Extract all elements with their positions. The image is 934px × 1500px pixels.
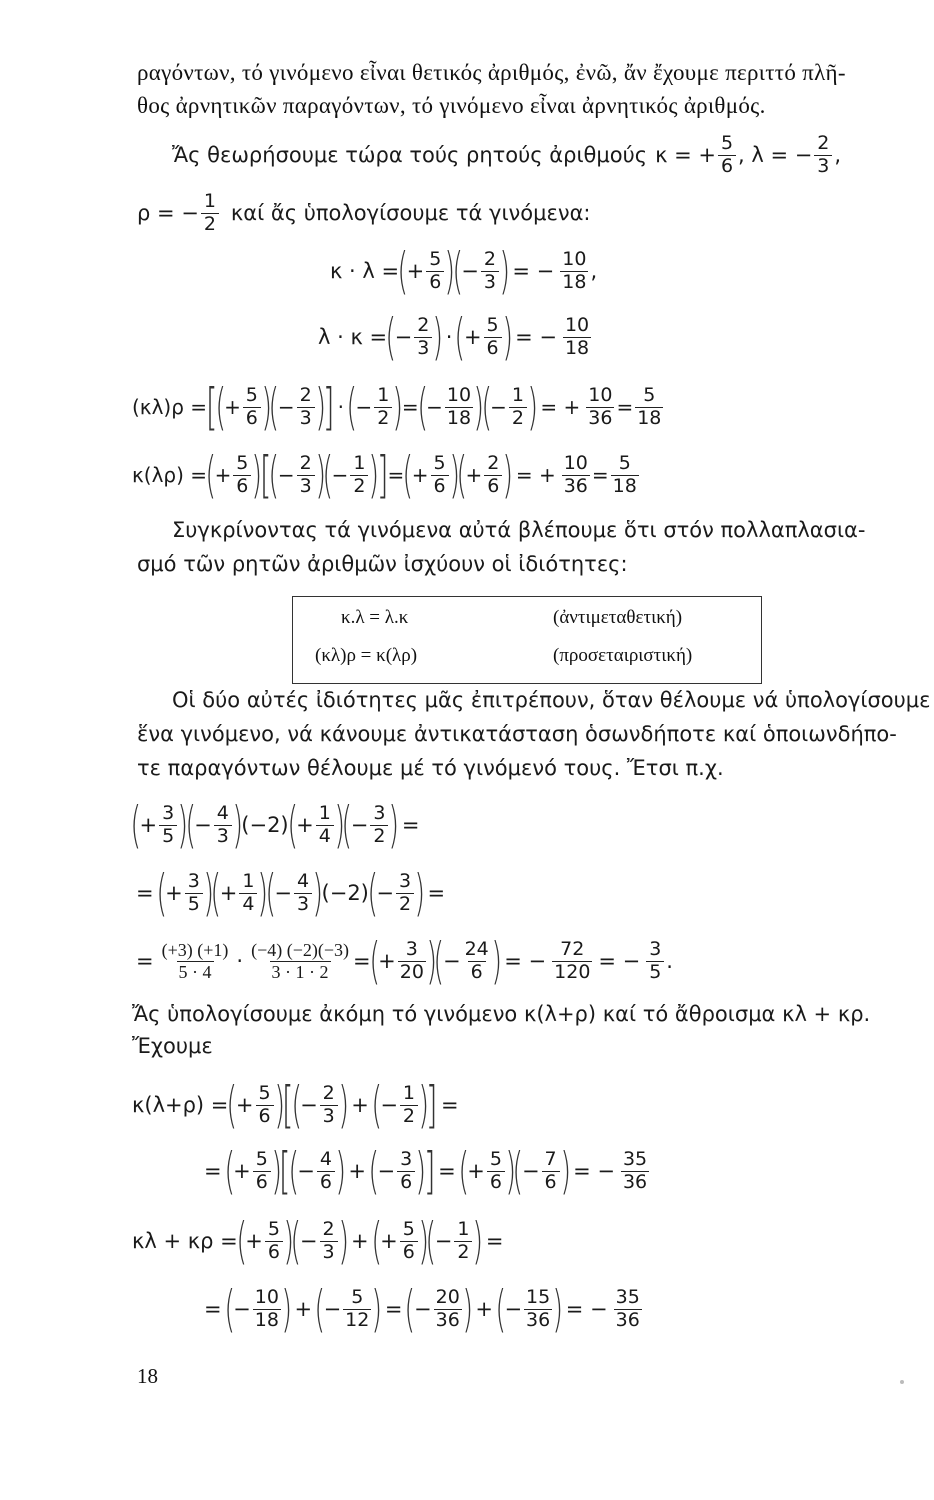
page-number: 18 [137,1364,158,1388]
comparing-line-2: σμό τῶν ρητῶν ἀριθμῶν ἰσχύουν οἱ ἰδιότητες: [137,552,628,576]
kappa-def: κ = + [655,143,717,167]
property-formula-commutative: κ.λ = λ.κ [341,607,409,628]
kappa-fraction: $\frac{5}{6}$ [718,134,736,177]
rho-then-text: καί ἄς ὑπολογίσουμε τά γινόμενα: [230,201,591,225]
lambda-fraction: $\frac{2}{3}$ [814,134,832,177]
compute-line-2: Ἔχουμε [132,1034,213,1058]
lambda-def: , λ = − [738,143,813,167]
equation-lambda-kappa: λ · κ = ( − $\frac{2}{3}$ ) · ( + $\frac{5}{6}$ ) = − $\frac{10}{18}$ [318,308,590,366]
consider-text: Ἄς θεωρήσουμε τώρα τούς ρητούς ἀριθμούς [172,143,648,167]
explain-line-3: τε παραγόντων θέλουμε μέ τό γινόμενό τους. Ἔτσι π.χ. [137,756,724,780]
example-line-7: = ( − $\frac{10}{18}$ ) + ( − $\frac{5}{12}$ ) = ( − $\frac{20}{36}$ ) + ( − $\frac{15}{36}$ ) = − $\frac{35}{36}$ [204,1280,640,1338]
example-line-1: ( + $\frac{3}{5}$ ) ( − $\frac{4}{3}$ ) (−2) ( + $\frac{1}{4}$ ) ( − $\frac{3}{2}$ ) = [130,796,420,854]
property-name-associative: (προσεταιριστική) [553,645,693,666]
equation-kappa-lambda: κ · λ = ( + $\frac{5}{6}$ ) ( − $\frac{2}{3}$ ) = − $\frac{10}{18}$ , [330,242,598,300]
compute-line-1: Ἄς ὑπολογίσουμε ἀκόμη τό γινόμενο κ(λ+ρ) καί τό ἄθροισμα κλ + κρ. [132,1002,871,1026]
intro-line-2: θος ἀρνητικῶν παραγόντων, τό γινόμενο εἶναι ἀρνητικός ἀριθμός. [137,93,766,118]
property-name-commutative: (ἀντιμεταθετική) [553,607,683,628]
rho-line [137,186,591,240]
example-line-5: = ( + $\frac{5}{6}$ ) [ ( − $\frac{4}{6}$ ) + ( − $\frac{3}{6}$ ) ] = ( + $\frac{5}{6}$ ) ( − $\frac{7}{6}$ ) = − $\frac{35}{36}$ [204,1142,648,1200]
example-line-2: = ( + $\frac{3}{5}$ ) ( + $\frac{1}{4}$ ) ( − $\frac{4}{3}$ ) (−2) ( − $\frac{3}{2}$ ) = [136,864,446,922]
consider-line: Ἄς θεωρήσουμε τώρα τούς ρητούς ἀριθμούς κ = + $\frac{5}{6}$ , λ = − $\frac{2}{3}$ , [172,131,842,177]
example-line-3: = $\frac{(+3) (+1)}{5 \cdot 4}$ · $\frac{(-4) (-2)(-3)}{3 \cdot 1 \cdot 2}$ = ( + $\frac{3}{20}$ ) ( − $\frac{24}{6}$ ) = − $\frac{72}{120}$ = − $\frac{3}{5}$ . [136,932,673,990]
comparing-line-1: Συγκρίνοντας τά γινόμενα αὐτά βλέπουμε ὅτι στόν πολλαπλασια- [172,518,866,542]
rho-def: ρ = − [137,201,199,225]
intro-line-1: ραγόντων, τό γινόμενο εἶναι θετικός ἀριθμός, ἐνῶ, ἄν ἔχουμε περιττό πλῆ- [137,60,846,85]
equation-k-lambda-rho: κ(λρ) = ( + $\frac{5}{6}$ ) [ ( − $\frac{2}{3}$ ) ( − $\frac{1}{2}$ ) ] = ( + $\frac{5}{6}$ ) ( + $\frac{2}{6}$ ) = + $\frac{10}{36}$ = $\frac{5}{18}$ [132,446,637,504]
property-formula-associative: (κλ)ρ = κ(λρ) [315,645,418,666]
scan-speck [900,1380,904,1384]
explain-line-2: ἕνα γινόμενο, νά κάνουμε ἀντικατάσταση ὁσωνδήποτε καί ὁποιωνδήπο- [137,722,897,746]
rho-fraction: $\frac{1}{2}$ [201,192,219,235]
example-line-4: κ(λ+ρ) = ( + $\frac{5}{6}$ ) [ ( − $\frac{2}{3}$ ) + ( − $\frac{1}{2}$ ) ] = [132,1076,459,1134]
example-line-6: κλ + κρ = ( + $\frac{5}{6}$ ) ( − $\frac{2}{3}$ ) + ( + $\frac{5}{6}$ ) ( − $\frac{1}{2}$ ) = [132,1212,504,1270]
properties-box [292,596,762,684]
explain-line-1: Οἱ δύο αὐτές ἰδιότητες μᾶς ἐπιτρέπουν, ὅταν θέλουμε νά ὑπολογίσουμε [172,688,931,712]
equation-kl-rho: (κλ)ρ = [ ( + $\frac{5}{6}$ ) ( − $\frac{2}{3}$ ) ] · ( − $\frac{1}{2}$ ) = ( − $\frac{10}{18}$ ) ( − $\frac{1}{2}$ ) = + $\frac{10}{36}$ = $\frac{5}{18}$ [132,378,662,436]
